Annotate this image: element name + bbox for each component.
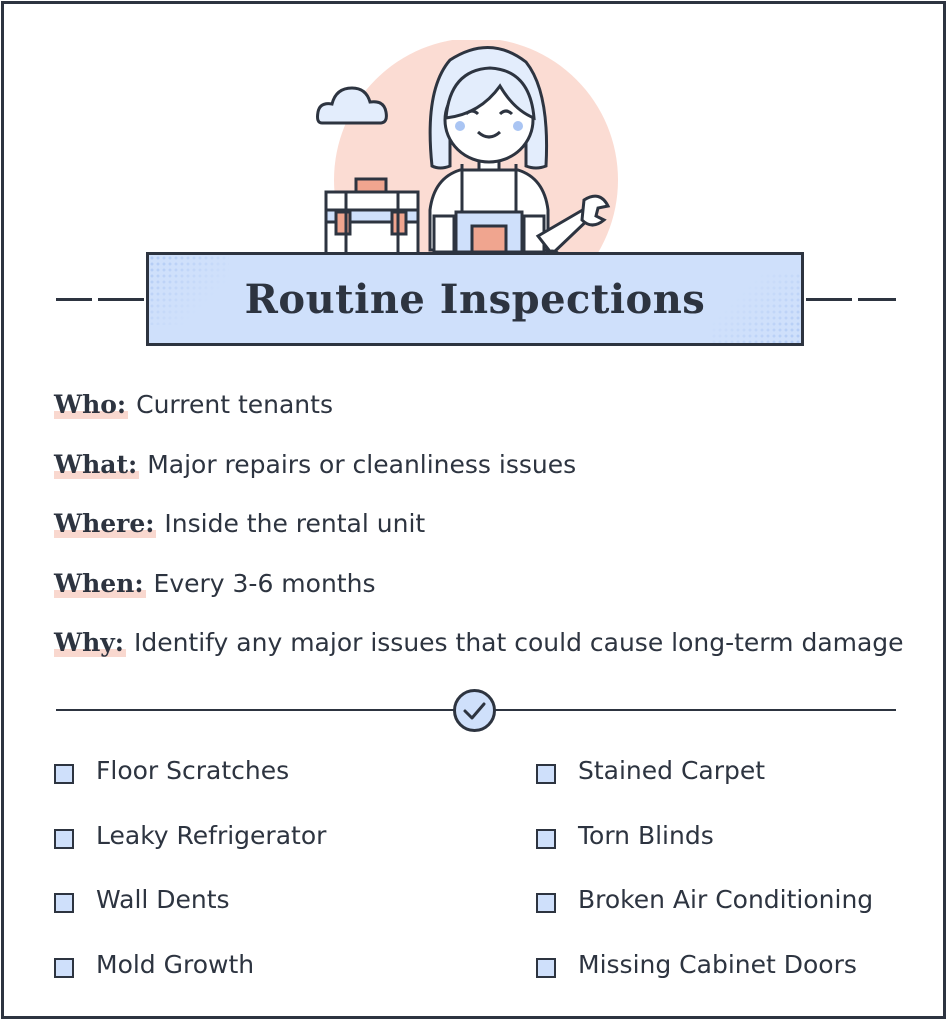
title-banner xyxy=(146,252,804,346)
checklist-item-label: Wall Dents xyxy=(96,885,230,914)
checklist-item xyxy=(536,756,873,821)
halftone-pattern-left xyxy=(149,255,229,325)
fact-key: What: xyxy=(54,449,138,479)
fact-what xyxy=(54,450,924,510)
checklist-item-label: Torn Blinds xyxy=(578,820,714,850)
title-dash-left-1 xyxy=(56,298,92,301)
checklist-item xyxy=(54,821,326,886)
fact-value: Inside the rental unit xyxy=(164,509,426,538)
checklist-item xyxy=(536,885,873,950)
checkbox-icon xyxy=(536,893,556,913)
page-title: Routine Inspections xyxy=(244,275,706,323)
fact-value: Major repairs or cleanliness issues xyxy=(147,449,577,479)
halftone-pattern-right xyxy=(711,273,801,343)
title-dash-right-1 xyxy=(806,298,852,301)
toolbox-icon xyxy=(326,179,418,258)
title-dash-right-2 xyxy=(858,298,896,301)
checklist-item xyxy=(536,950,873,1015)
checklist-right xyxy=(536,756,873,1014)
checkbox-icon xyxy=(536,829,556,849)
fact-key: When: xyxy=(54,568,144,598)
checklist-item xyxy=(536,821,873,886)
checklist-item-label: Missing Cabinet Doors xyxy=(578,949,857,979)
facts-list xyxy=(54,390,924,688)
fact-why xyxy=(54,628,924,688)
checkbox-icon xyxy=(54,829,74,849)
title-dash-left-2 xyxy=(98,298,144,301)
fact-key: Where: xyxy=(54,509,155,538)
fact-value: Current tenants xyxy=(136,390,333,419)
checkbox-icon xyxy=(54,764,74,784)
handyman-illustration xyxy=(300,40,640,270)
checklist-left xyxy=(54,756,326,1014)
checklist-item-label: Stained Carpet xyxy=(578,756,766,785)
person-icon xyxy=(430,47,548,252)
checklist-item-label: Mold Growth xyxy=(96,949,255,979)
fact-key: Who: xyxy=(54,390,127,419)
checklist-item-label: Broken Air Conditioning xyxy=(578,885,874,914)
checkbox-icon xyxy=(54,893,74,913)
checkmark-circle-icon xyxy=(452,688,497,733)
fact-when xyxy=(54,569,924,629)
checklist-item-label: Floor Scratches xyxy=(96,756,290,785)
fact-value: Every 3-6 months xyxy=(153,568,376,598)
checkbox-icon xyxy=(54,958,74,978)
checklist-item-label: Leaky Refrigerator xyxy=(96,820,327,850)
checkbox-icon xyxy=(536,958,556,978)
checkbox-icon xyxy=(536,764,556,784)
fact-who xyxy=(54,390,924,450)
checklist-item xyxy=(54,885,326,950)
fact-key: Why: xyxy=(54,628,125,657)
fact-value: Identify any major issues that could cause long-term damage xyxy=(133,628,904,657)
fact-where xyxy=(54,509,924,569)
checklist-item xyxy=(54,950,326,1015)
checklist-item xyxy=(54,756,326,821)
